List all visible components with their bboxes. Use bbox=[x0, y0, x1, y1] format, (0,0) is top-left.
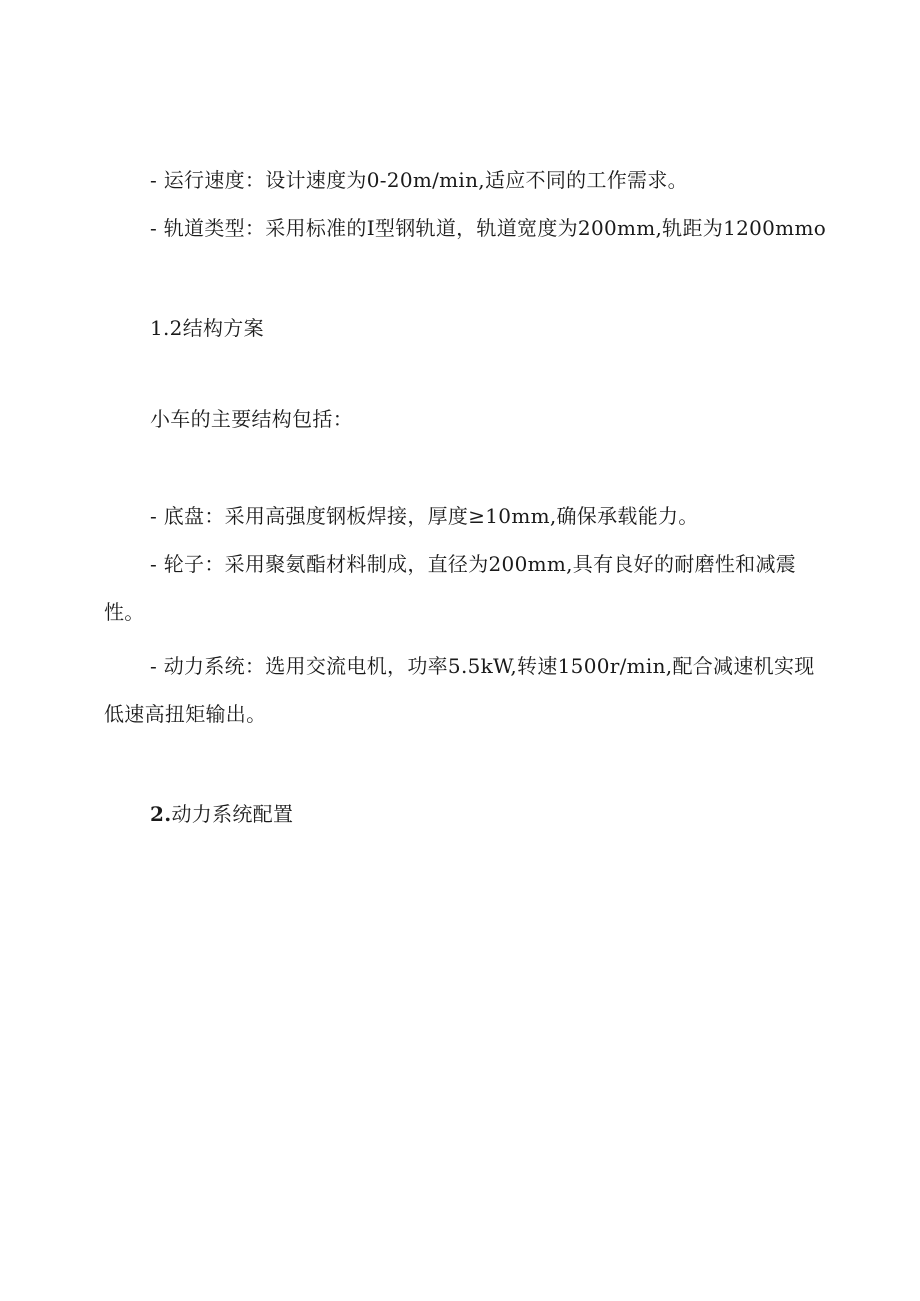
paragraph-track-type: - 轨道类型：采用标准的I型钢轨道，轨道宽度为200mm,轨距为1200mmo bbox=[150, 216, 827, 240]
section-heading-2 bbox=[150, 800, 293, 828]
paragraph-power-system-continuation: 低速高扭矩输出。 bbox=[104, 702, 267, 726]
section-heading-1-2: 1.2结构方案 bbox=[150, 316, 264, 340]
paragraph-wheels-continuation: 性。 bbox=[104, 600, 145, 624]
paragraph-structure-intro: 小车的主要结构包括： bbox=[150, 407, 353, 431]
section-heading-2-number: 2. bbox=[150, 802, 172, 826]
paragraph-wheels: - 轮子：采用聚氨酯材料制成，直径为200mm,具有良好的耐磨性和减震 bbox=[150, 552, 797, 576]
paragraph-power-system: - 动力系统：选用交流电机，功率5.5kW,转速1500r/min,配合减速机实现 bbox=[150, 654, 815, 678]
section-heading-2-title: 动力系统配置 bbox=[171, 802, 294, 826]
paragraph-running-speed: - 运行速度：设计速度为0-20m/min,适应不同的工作需求。 bbox=[150, 168, 688, 192]
paragraph-chassis: - 底盘：采用高强度钢板焊接，厚度≥10mm,确保承载能力。 bbox=[150, 504, 699, 528]
